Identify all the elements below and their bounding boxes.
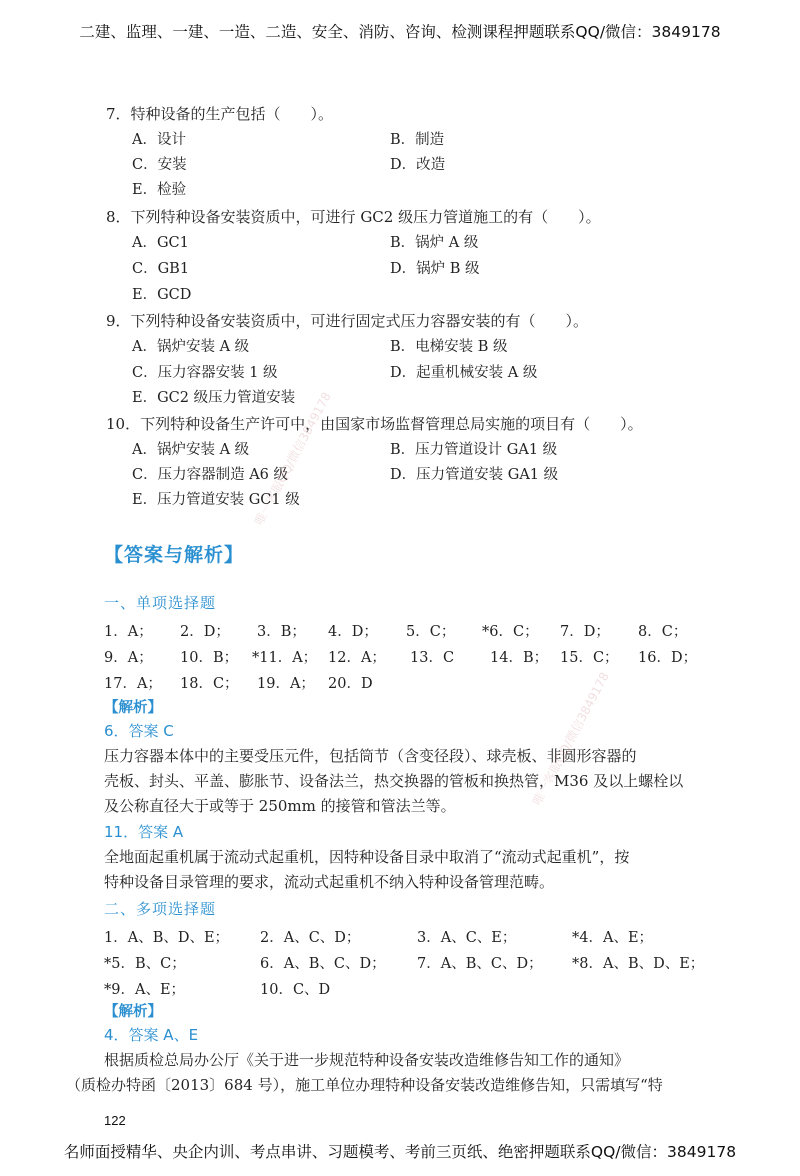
- explanation-line: 特种设备目录管理的要求，流动式起重机不纳入特种设备管理范畴。: [104, 873, 555, 891]
- question-8-option-b: B．锅炉 A 级: [390, 235, 479, 251]
- answer-item: 14．B；: [490, 650, 549, 666]
- question-10-option-b: B．压力管道设计 GA1 级: [390, 442, 558, 458]
- answer-item: 19．A；: [257, 676, 315, 692]
- answer-item: *6．C；: [482, 624, 539, 640]
- answer-item: 2．A、C、D；: [260, 930, 361, 946]
- answer-11-explanation: [104, 845, 700, 895]
- page-footer: 名师面授精华、央企内训、考点串讲、习题模考、考前三页纸、绝密押题联系QQ/微信：3849178: [63, 1143, 737, 1161]
- answer-item: 1．A；: [104, 624, 153, 640]
- question-9-option-e: E．GC2 级压力管道安装: [132, 390, 296, 406]
- answer-item: 3．A、C、E；: [417, 930, 517, 946]
- explanation-line: 压力容器本体中的主要受压元件，包括筒节（含变径段）、球壳板、非圆形容器的: [104, 747, 637, 765]
- question-8-option-a: A．GC1: [132, 235, 189, 251]
- question-8-option-d: D．锅炉 B 级: [390, 261, 480, 277]
- answer-item: 1．A、B、D、E；: [104, 930, 230, 946]
- question-7-option-a: A．设计: [132, 132, 186, 148]
- question-7-option-c: C．安装: [132, 157, 187, 173]
- page-header: 二建、监理、一建、一造、二造、安全、消防、咨询、检测课程押题联系QQ/微信：3849178: [79, 23, 721, 41]
- question-7-option-b: B．制造: [390, 132, 445, 148]
- answer-item: 10．B；: [180, 650, 239, 666]
- question-7-option-e: E．检验: [132, 182, 187, 198]
- explanation-line: 全地面起重机属于流动式起重机，因特种设备目录中取消了“流动式起重机”，按: [104, 848, 630, 866]
- answer-item: 10．C、D: [260, 982, 331, 998]
- multi-choice-heading: 二、多项选择题: [104, 900, 217, 918]
- answer-item: 18．C；: [180, 676, 239, 692]
- explanation-line: 根据质检总局办公厅《关于进一步规范特种设备安装改造维修告知工作的通知》: [104, 1051, 630, 1069]
- answer-item: *8．A、B、D、E；: [572, 956, 705, 972]
- answer-item: 12．A；: [328, 650, 386, 666]
- answer-item: *9．A、E；: [104, 982, 186, 998]
- answer-item: 4．D；: [328, 624, 378, 640]
- answer-6-title: 6．答案 C: [104, 722, 174, 740]
- answer-item: 7．D；: [560, 624, 610, 640]
- answer-item: *4．A、E；: [572, 930, 654, 946]
- question-9-stem: 9．下列特种设备安装资质中，可进行固定式压力容器安装的有（ ）。: [106, 312, 589, 330]
- page-number: 122: [104, 1113, 126, 1128]
- question-10-option-c: C．压力容器制造 A6 级: [132, 467, 289, 483]
- answer-item: 9．A；: [104, 650, 153, 666]
- question-10-stem: 10．下列特种设备生产许可中，由国家市场监督管理总局实施的项目有（ ）。: [106, 415, 643, 433]
- answer-item: 5．C；: [406, 624, 456, 640]
- answer-item: 6．A、B、C、D；: [260, 956, 386, 972]
- question-9-option-b: B．电梯安装 B 级: [390, 339, 508, 355]
- answer-item: 15．C；: [560, 650, 619, 666]
- answer-item: 7．A、B、C、D；: [417, 956, 543, 972]
- single-analysis-label: 【解析】: [104, 700, 162, 716]
- watermark-text: 唯一客服QQ/微信3849178: [529, 669, 612, 808]
- question-8-option-e: E．GCD: [132, 287, 192, 303]
- explanation-line: （质检办特函〔2013〕684 号），施工单位办理特种设备安装改造维修告知，只需填写“特: [66, 1076, 663, 1094]
- answer-item: 16．D；: [638, 650, 698, 666]
- answer-4-explanation: [66, 1048, 700, 1098]
- question-9-option-d: D．起重机械安装 A 级: [390, 365, 538, 381]
- question-8-stem: 8．下列特种设备安装资质中，可进行 GC2 级压力管道施工的有（ ）。: [106, 208, 601, 226]
- question-9-option-c: C．压力容器安装 1 级: [132, 365, 278, 381]
- question-10-option-a: A．锅炉安装 A 级: [132, 442, 250, 458]
- question-7-stem: 7．特种设备的生产包括（ ）。: [106, 105, 334, 123]
- answer-item: 2．D；: [180, 624, 230, 640]
- single-choice-heading: 一、单项选择题: [104, 594, 217, 612]
- answer-item: 20．D: [328, 676, 373, 692]
- question-10-option-e: E．压力管道安装 GC1 级: [132, 492, 300, 508]
- watermark-text: 唯一客服QQ/微信3849178: [251, 389, 334, 528]
- answer-item: 17．A；: [104, 676, 162, 692]
- answer-item: *5．B、C；: [104, 956, 186, 972]
- answer-6-explanation: [104, 744, 700, 819]
- question-9-option-a: A．锅炉安装 A 级: [132, 339, 250, 355]
- answer-item: 13．C: [410, 650, 455, 666]
- question-7-option-d: D．改造: [390, 157, 446, 173]
- question-8-option-c: C．GB1: [132, 261, 190, 277]
- answer-item: 3．B；: [257, 624, 306, 640]
- answer-item: *11．A；: [252, 650, 318, 666]
- answer-item: 8．C；: [638, 624, 688, 640]
- multi-analysis-label: 【解析】: [104, 1004, 162, 1020]
- question-10-option-d: D．压力管道安装 GA1 级: [390, 467, 559, 483]
- explanation-line: 及公称直径大于或等于 250mm 的接管和管法兰等。: [104, 797, 456, 815]
- answers-section-title: 【答案与解析】: [104, 544, 245, 566]
- explanation-line: 壳板、封头、平盖、膨胀节、设备法兰，热交换器的管板和换热管，M36 及以上螺栓以: [104, 772, 684, 790]
- answer-11-title: 11．答案 A: [104, 823, 184, 841]
- answer-4-title: 4．答案 A、E: [104, 1026, 199, 1044]
